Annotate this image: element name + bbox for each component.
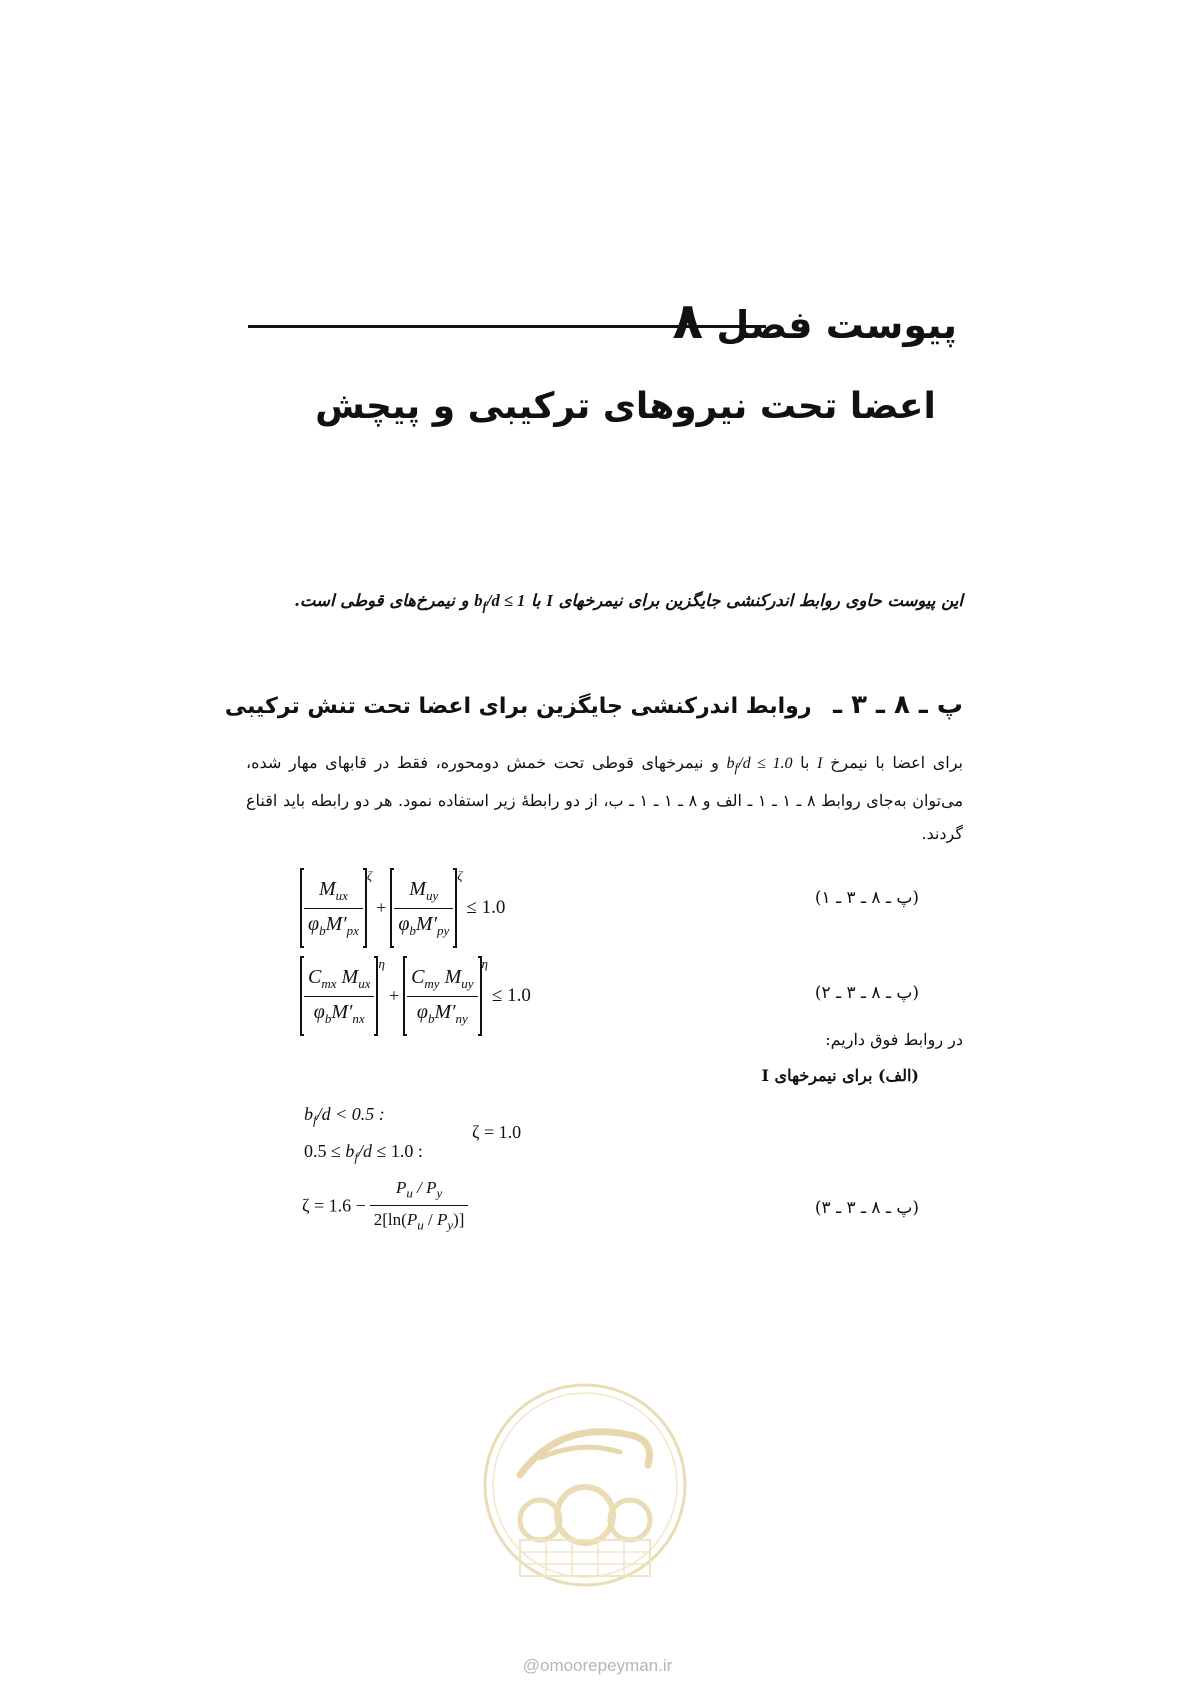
eq3-frac: $\frac{P_u / P_y}{2[\ln(P_u / P_y)]}$ — [370, 1178, 469, 1234]
section-heading — [225, 690, 963, 720]
watermark-site — [0, 1656, 1191, 1676]
intro-ratio: $b_f/d \le 1$ — [474, 591, 526, 614]
intro-var-i: I — [546, 591, 553, 610]
intro-text-1: این پیوست حاوی روابط اندرکنشی جایگزین برای نیمرخهای — [558, 591, 963, 610]
chapter-title-text: اعضا تحت نیروهای ترکیبی و پیچش — [315, 386, 936, 427]
body-paragraph — [246, 746, 963, 850]
eq1-plus: + — [376, 897, 387, 918]
eq2-rhs: ≤ 1.0 — [492, 985, 531, 1006]
eq1-label: (پ ـ ۸ ـ ۳ ـ ۱) — [814, 888, 919, 908]
equation-3 — [302, 1178, 468, 1234]
eq2-frac-y: $\frac{C_{my} M_{uy}}{\varphi_bM'_{ny}}$ — [407, 966, 477, 1027]
site-text: omoorepeyman.ir — [539, 1656, 673, 1675]
chapter-title — [0, 386, 1191, 427]
body-text-2: با — [800, 753, 810, 772]
chapter-label — [673, 292, 957, 350]
note-case-a: (الف) برای نیمرخهای I — [761, 1066, 919, 1085]
eq3-lhs: ζ = 1.6 − — [302, 1195, 366, 1216]
eq3-label: (پ ـ ۸ ـ ۳ ـ ۳) — [814, 1198, 919, 1218]
eq1-frac-y: $\frac{M_{uy}}{\varphi_bM'_{py}}$ — [394, 878, 453, 939]
eq1-exp-1: ζ — [366, 868, 373, 883]
eq2-label: (پ ـ ۸ ـ ۳ ـ ۲) — [814, 983, 919, 1003]
eq1-rhs: ≤ 1.0 — [466, 897, 506, 918]
intro-paragraph — [245, 584, 963, 623]
eq2-exp-2: η — [481, 956, 488, 971]
equation-2 — [300, 956, 531, 1036]
eq1-exp-2: ζ — [457, 868, 463, 883]
intro-text-3: و نیمرخ‌های قوطی است. — [294, 591, 469, 610]
eq2-frac-x: $\frac{C_{mx} M_{ux}}{\varphi_bM'_{nx}}$ — [304, 966, 374, 1027]
body-text-3: و نیمرخهای قوطی تحت خمش دومحوره، فقط در قابهای مهار شده، می‌توان به‌جای روابط ۸ ـ ۱ ـ ۱ ـ الف و ۸ ـ ۱ ـ ۱ ـ ب، از دو رابطهٔ زیر استفاده نمود. هر دو رابطه باید اقناع گردند. — [246, 753, 964, 844]
cond-2: $0.5 \le b_f/d \le 1.0$ : — [304, 1141, 423, 1165]
eq2-exp-1: η — [378, 956, 385, 971]
eq2-plus: + — [388, 985, 400, 1006]
section-number: پ ـ ۸ ـ ۳ ـ — [833, 690, 963, 720]
equation-1 — [300, 868, 505, 948]
intro-text-2: با — [531, 591, 541, 610]
chapter-label-text: پیوست فصل — [716, 303, 957, 347]
eq1-frac-x: $\frac{M_{ux}}{\varphi_bM'_{px}}$ — [304, 878, 363, 939]
body-text-1: برای اعضا با نیمرخ — [830, 753, 963, 772]
cond-1: $b_f/d < 0.5$ : — [304, 1104, 385, 1128]
at-icon: @ — [522, 1656, 540, 1675]
zeta-value: ζ = 1.0 — [472, 1122, 522, 1142]
body-ratio: $b_f/d \le 1.0$ — [726, 755, 793, 776]
section-title: روابط اندرکنشی جایگزین برای اعضا تحت تنش ترکیبی — [224, 694, 812, 719]
watermark-logo — [480, 1380, 690, 1590]
body-var-i: I — [817, 755, 823, 772]
note-relations: در روابط فوق داریم: — [825, 1030, 963, 1049]
chapter-number: ۸ — [672, 292, 704, 350]
